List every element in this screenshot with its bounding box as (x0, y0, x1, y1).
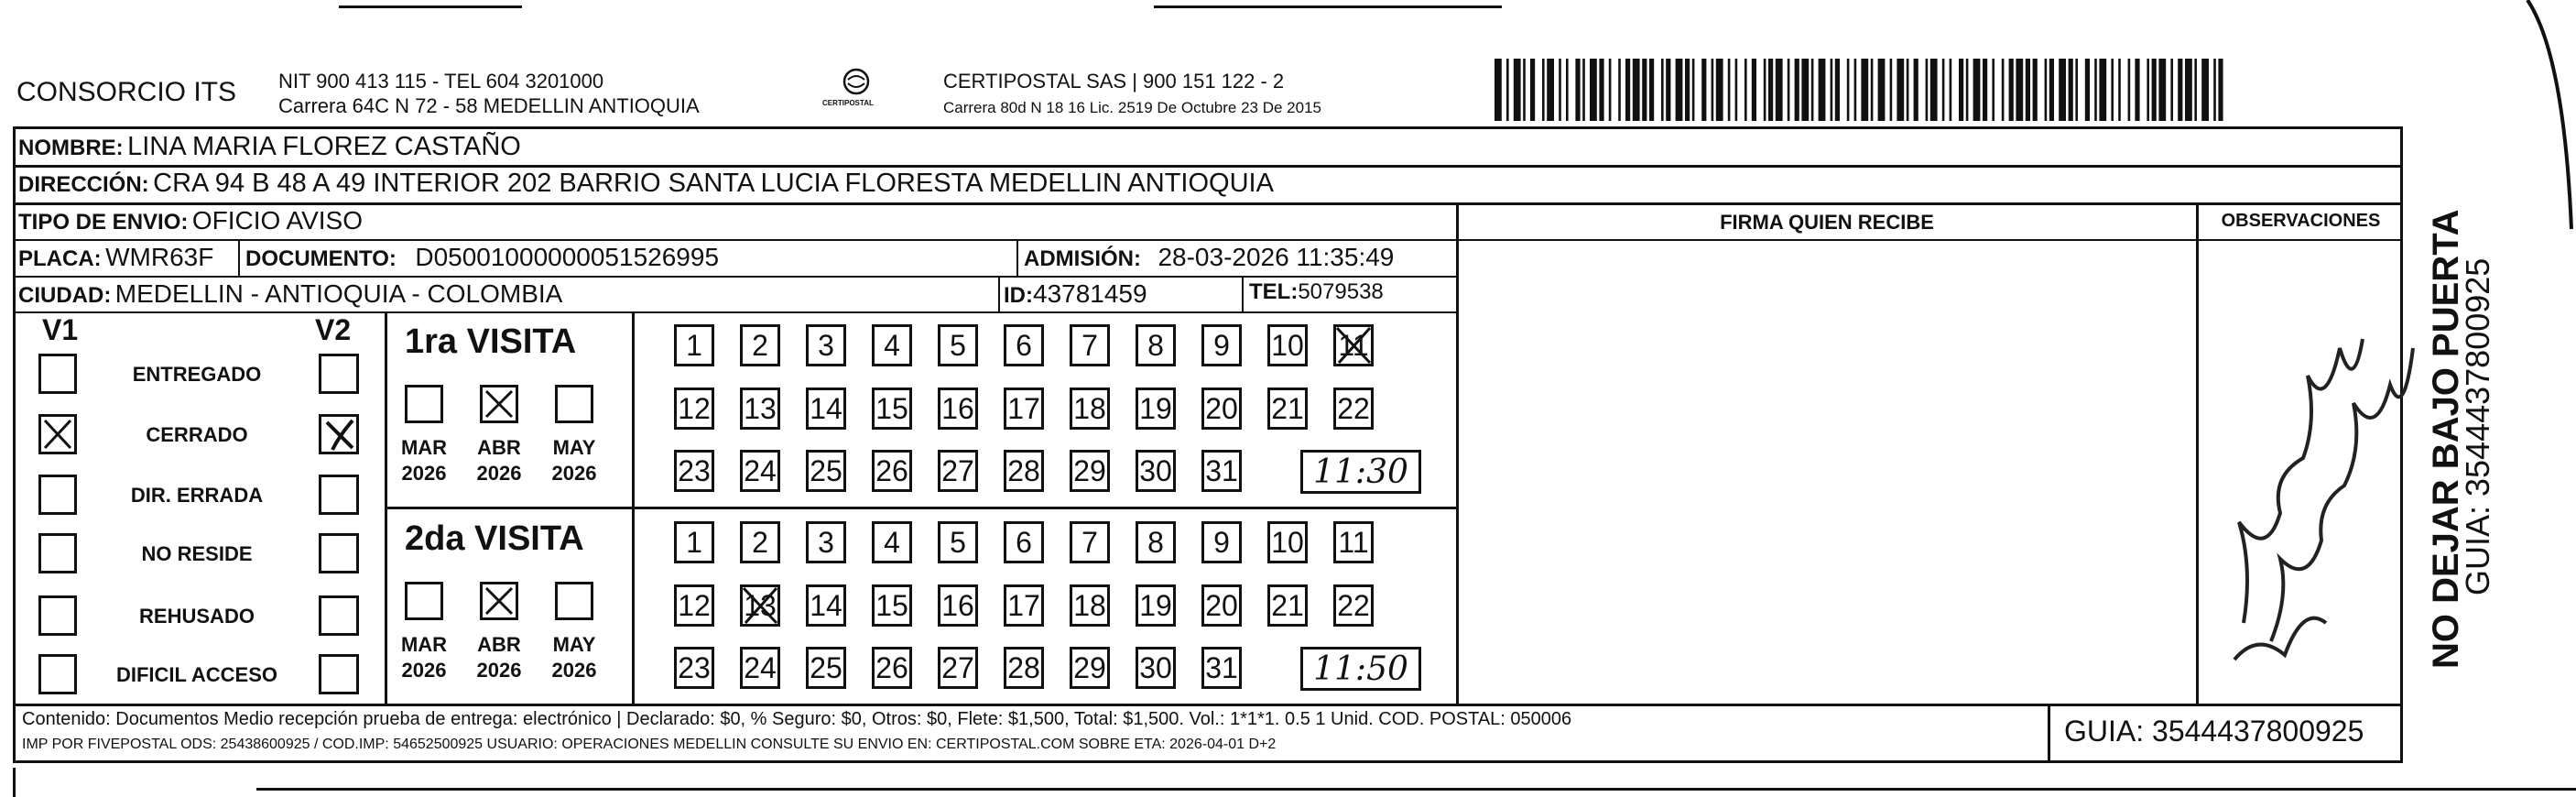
barcode-bar (1819, 59, 1826, 121)
day-box-4[interactable]: 4 (872, 324, 912, 366)
bottom-strip-tick (13, 768, 16, 797)
barcode-bar (2170, 59, 2173, 121)
visit-title-0: 1ra VISITA (405, 322, 577, 361)
barcode-bar (1801, 59, 1809, 121)
month-year-1-0: 2026 (401, 659, 447, 682)
ciudad-label: CIUDAD: (18, 283, 112, 308)
rule-1 (13, 165, 2403, 168)
barcode-bar (1871, 59, 1874, 121)
barcode-bar (1926, 59, 1929, 121)
documento-value: D05001000000051526995 (415, 243, 720, 271)
barcode-bar (1752, 59, 1756, 121)
day-box-11[interactable]: 11 (1333, 324, 1374, 366)
barcode-bar (1523, 59, 1526, 121)
status-label-1: CERRADO (146, 423, 248, 446)
day-box-31[interactable]: 31 (1201, 450, 1242, 492)
barcode-bar (1712, 59, 1714, 121)
barcode-bar (2049, 59, 2054, 121)
barcode-bar (2147, 59, 2149, 121)
day-box-22[interactable]: 22 (1333, 584, 1374, 627)
ciudad-value: MEDELLIN - ANTIOQUIA - COLOMBIA (114, 279, 563, 308)
day-box-16[interactable]: 16 (938, 584, 978, 627)
day-box-5[interactable]: 5 (938, 324, 978, 366)
day-box-27[interactable]: 27 (938, 647, 978, 689)
day-box-14[interactable]: 14 (806, 388, 846, 430)
vrule-placa (238, 239, 240, 276)
day-box-10[interactable]: 10 (1267, 324, 1308, 366)
visit-time-0[interactable]: 11:30 (1300, 450, 1421, 494)
check-mark-icon (321, 417, 356, 452)
month-year-0-2: 2026 (551, 462, 597, 485)
day-box-20[interactable]: 20 (1201, 584, 1242, 627)
id-row (1004, 279, 1147, 309)
nombre-row (18, 132, 521, 162)
carrier-name: CERTIPOSTAL SAS | 900 151 122 - 2 (943, 70, 1285, 93)
barcode-bar (1878, 59, 1886, 121)
day-box-2[interactable]: 2 (740, 324, 780, 366)
barcode-bar (2075, 59, 2078, 121)
barcode-bar (2094, 59, 2097, 121)
barcode-bar (1685, 59, 1690, 121)
day-box-18[interactable]: 18 (1070, 584, 1110, 627)
v2-checkbox-1[interactable] (319, 414, 359, 454)
status-label-0: ENTREGADO (132, 363, 262, 386)
day-box-31[interactable]: 31 (1201, 647, 1242, 689)
vrule-obs-left (2196, 202, 2199, 704)
day-box-20[interactable]: 20 (1201, 388, 1242, 430)
certipostal-logo (820, 66, 893, 116)
month-label-1-0: MAR (400, 633, 448, 656)
barcode-bar (2045, 59, 2048, 121)
barcode-bar (1992, 59, 1994, 121)
id-label: ID: (1004, 283, 1033, 308)
barcode-bar (1764, 59, 1766, 121)
barcode-bar (2158, 59, 2166, 121)
tipo-label: TIPO DE ENVIO: (18, 210, 189, 235)
day-box-24[interactable]: 24 (740, 450, 780, 492)
placa-label: PLACA: (18, 246, 102, 271)
top-rule-right (1154, 5, 1502, 8)
placa-value: WMR63F (105, 243, 214, 271)
month-label-1-1: ABR (477, 633, 521, 656)
day-box-12[interactable]: 12 (674, 388, 714, 430)
barcode-bar (1618, 59, 1621, 121)
top-rule-left (339, 5, 522, 8)
barcode-bar (2218, 59, 2223, 121)
barcode-bar (1728, 59, 1731, 121)
rule-sig-header (1458, 239, 2403, 241)
day-box-1[interactable]: 1 (674, 521, 714, 563)
barcode-bar (1788, 59, 1790, 121)
barcode-bar (1959, 59, 1963, 121)
v2-checkbox-3[interactable] (319, 533, 359, 573)
barcode-bar (2099, 59, 2106, 121)
day-box-29[interactable]: 29 (1070, 450, 1110, 492)
barcode-bar (1514, 59, 1521, 121)
rule-3 (13, 239, 1458, 241)
barcode-bar (1530, 59, 1535, 121)
barcode-bar (2085, 59, 2090, 121)
day-box-14[interactable]: 14 (806, 584, 846, 627)
v1-checkbox-2[interactable] (38, 475, 77, 515)
tipo-value: OFICIO AVISO (191, 206, 363, 235)
barcode-bar (2213, 59, 2216, 121)
barcode-bar (1776, 59, 1783, 121)
day-box-6[interactable]: 6 (1004, 521, 1044, 563)
barcode-bar (1575, 59, 1580, 121)
direccion-row (18, 169, 1274, 199)
company-address: Carrera 64C N 72 - 58 MEDELLIN ANTIOQUIA (278, 94, 700, 117)
day-box-30[interactable]: 30 (1136, 647, 1176, 689)
v2-checkbox-5[interactable] (319, 654, 359, 694)
barcode-bar (1495, 59, 1502, 121)
month-year-0-0: 2026 (401, 462, 447, 485)
side-text-guia: GUIA: 3544437800925 (2459, 257, 2496, 595)
barcode-bar (1582, 59, 1585, 121)
barcode-bar (1590, 59, 1597, 121)
barcode-bar (2135, 59, 2139, 121)
barcode-bar (1835, 59, 1840, 121)
day-box-21[interactable]: 21 (1267, 388, 1308, 430)
footer-guia: GUIA: 3544437800925 (2064, 715, 2364, 748)
barcode-bar (1914, 59, 1918, 121)
admision-value: 28-03-2026 11:35:49 (1158, 243, 1395, 271)
barcode-graphic (1495, 59, 2225, 121)
day-box-1[interactable]: 1 (674, 324, 714, 366)
day-box-19[interactable]: 19 (1136, 584, 1176, 627)
v1-checkbox-5[interactable] (38, 654, 77, 694)
barcode-bar (1831, 59, 1833, 121)
v2-checkbox-4[interactable] (319, 595, 359, 636)
barcode-bar (1966, 59, 1969, 121)
vrule-id (998, 276, 1000, 312)
logo-caption: CERTIPOSTAL (822, 99, 874, 107)
handwritten-signature (2216, 293, 2445, 660)
day-box-27[interactable]: 27 (938, 450, 978, 492)
day-box-3[interactable]: 3 (806, 521, 846, 563)
v1-checkbox-0[interactable] (38, 354, 77, 394)
barcode-bar (1506, 59, 1509, 121)
day-box-10[interactable]: 10 (1267, 521, 1308, 563)
barcode-bar (1735, 59, 1738, 121)
day-box-13[interactable]: 13 (740, 584, 780, 627)
documento-row (245, 243, 719, 272)
barcode-bar (2016, 59, 2023, 121)
rule-footer (13, 704, 2403, 706)
v1-checkbox-1[interactable] (38, 414, 77, 454)
barcode-bar (2069, 59, 2073, 121)
month-label-0-0: MAR (400, 436, 448, 459)
day-box-17[interactable]: 17 (1004, 388, 1044, 430)
barcode-bar (1897, 59, 1904, 121)
day-box-18[interactable]: 18 (1070, 388, 1110, 430)
barcode-bar (1745, 59, 1747, 121)
barcode-bar (1666, 59, 1670, 121)
v1-header: V1 (42, 313, 79, 346)
month-checkbox-abr-1[interactable] (480, 582, 518, 620)
documento-label: DOCUMENTO: (245, 246, 397, 271)
x-mark-icon (740, 584, 780, 627)
ciudad-row (18, 279, 562, 309)
v2-checkbox-0[interactable] (319, 354, 359, 394)
day-box-28[interactable]: 28 (1004, 450, 1044, 492)
observaciones-header: OBSERVACIONES (2221, 211, 2381, 231)
month-checkbox-abr-0[interactable] (480, 385, 518, 423)
barcode-bar (1930, 59, 1938, 121)
barcode-bar (1854, 59, 1857, 121)
barcode-bar (1676, 59, 1683, 121)
day-box-22[interactable]: 22 (1333, 388, 1374, 430)
day-box-11[interactable]: 11 (1333, 521, 1374, 563)
tel-row (1249, 279, 1384, 305)
rule-2 (13, 202, 2403, 205)
firma-header: FIRMA QUIEN RECIBE (1720, 211, 1934, 234)
status-label-3: NO RESIDE (141, 542, 253, 565)
day-box-8[interactable]: 8 (1136, 324, 1176, 366)
barcode-bar (1566, 59, 1569, 121)
vrule-admision (1016, 239, 1018, 276)
nombre-value: LINA MARIA FLOREZ CASTAÑO (127, 132, 521, 161)
month-checkbox-mar-0[interactable] (405, 385, 443, 423)
v1-checkbox-3[interactable] (38, 533, 77, 573)
barcode-bar (2033, 59, 2038, 121)
rule-visit-split (385, 507, 1458, 509)
visit-time-1[interactable]: 11:50 (1300, 647, 1421, 691)
barcode-bar (2002, 59, 2005, 121)
id-value: 43781459 (1033, 279, 1147, 308)
barcode (1495, 59, 2225, 121)
x-mark-icon (483, 584, 516, 617)
barcode-bar (2152, 59, 2157, 121)
tel-value: 5079538 (1298, 279, 1384, 304)
barcode-bar (1811, 59, 1814, 121)
admision-row (1024, 243, 1394, 272)
barcode-bar (2009, 59, 2014, 121)
day-box-13[interactable]: 13 (740, 388, 780, 430)
barcode-bar (1861, 59, 1868, 121)
day-box-7[interactable]: 7 (1070, 324, 1110, 366)
barcode-bar (2059, 59, 2066, 121)
day-box-9[interactable]: 9 (1201, 521, 1242, 563)
barcode-bar (1950, 59, 1952, 121)
footer-contenido: Contenido: Documentos Medio recepción prueba de entrega: electrónico | Declarado: $0, % Seguro: $0, Otros: $0, Flete: $1,500, Total: $1,500. Vol.: 1*1*1. 0.5 1 Unid. COD. POSTAL: 050006 (22, 709, 1572, 729)
direccion-label: DIRECCIÓN: (18, 172, 149, 197)
barcode-bar (1716, 59, 1723, 121)
direccion-value: CRA 94 B 48 A 49 INTERIOR 202 BARRIO SANTA LUCIA FLORESTA MEDELLIN ANTIOQUIA (153, 169, 1274, 198)
barcode-bar (1942, 59, 1945, 121)
placa-row (18, 243, 213, 272)
barcode-bar (2185, 59, 2192, 121)
month-year-1-2: 2026 (551, 659, 597, 682)
page-edge-curve (2527, 0, 2576, 275)
day-box-12[interactable]: 12 (674, 584, 714, 627)
day-box-26[interactable]: 26 (872, 450, 912, 492)
nombre-label: NOMBRE: (18, 136, 124, 160)
company-name: CONSORCIO ITS (16, 77, 237, 107)
barcode-bar (1625, 59, 1630, 121)
day-box-9[interactable]: 9 (1201, 324, 1242, 366)
barcode-bar (2178, 59, 2182, 121)
footer-imp: IMP POR FIVEPOSTAL ODS: 25438600925 / COD.IMP: 54652500925 USUARIO: OPERACIONES MEDELLIN CONSULTE SU ENVIO EN: CERTIPOSTAL.COM SOBRE ETA: 2026-04-01 D+2 (22, 737, 1277, 752)
month-checkbox-mar-1[interactable] (405, 582, 443, 620)
day-box-8[interactable]: 8 (1136, 521, 1176, 563)
status-label-4: REHUSADO (139, 605, 255, 628)
barcode-bar (1973, 59, 1981, 121)
day-box-29[interactable]: 29 (1070, 647, 1110, 689)
barcode-bar (1847, 59, 1850, 121)
x-mark-icon (41, 417, 74, 452)
day-box-4[interactable]: 4 (872, 521, 912, 563)
day-box-24[interactable]: 24 (740, 647, 780, 689)
day-box-7[interactable]: 7 (1070, 521, 1110, 563)
month-checkbox-may-0[interactable] (555, 385, 593, 423)
barcode-bar (1559, 59, 1561, 121)
bottom-strip-line (256, 788, 2576, 791)
month-year-0-1: 2026 (476, 462, 522, 485)
v2-header: V2 (315, 313, 352, 346)
barcode-bar (2026, 59, 2030, 121)
day-box-25[interactable]: 25 (806, 450, 846, 492)
month-checkbox-may-1[interactable] (555, 582, 593, 620)
v2-checkbox-2[interactable] (319, 475, 359, 515)
month-label-1-2: MAY (552, 633, 596, 656)
month-year-1-1: 2026 (476, 659, 522, 682)
barcode-bar (1542, 59, 1545, 121)
x-mark-icon (483, 388, 516, 420)
day-box-21[interactable]: 21 (1267, 584, 1308, 627)
barcode-bar (1983, 59, 1987, 121)
carrier-address: Carrera 80d N 18 16 Lic. 2519 De Octubre 23 De 2015 (943, 99, 1321, 116)
barcode-bar (1795, 59, 1799, 121)
day-box-3[interactable]: 3 (806, 324, 846, 366)
vrule-sig-left (1456, 202, 1459, 704)
barcode-bar (2201, 59, 2209, 121)
month-label-0-2: MAY (552, 436, 596, 459)
x-mark-icon (1333, 324, 1374, 366)
day-box-16[interactable]: 16 (938, 388, 978, 430)
v1-checkbox-4[interactable] (38, 595, 77, 636)
day-box-19[interactable]: 19 (1136, 388, 1176, 430)
barcode-bar (2194, 59, 2197, 121)
barcode-bar (1661, 59, 1664, 121)
day-box-23[interactable]: 23 (674, 450, 714, 492)
day-box-15[interactable]: 15 (872, 584, 912, 627)
barcode-bar (1599, 59, 1603, 121)
barcode-bar (1768, 59, 1773, 121)
day-box-15[interactable]: 15 (872, 388, 912, 430)
vrule-tel (1242, 276, 1244, 312)
tel-label: TEL: (1249, 279, 1299, 304)
visit-title-1: 2da VISITA (405, 519, 584, 558)
barcode-bar (1642, 59, 1647, 121)
day-box-30[interactable]: 30 (1136, 450, 1176, 492)
barcode-bar (2118, 59, 2121, 121)
day-box-25[interactable]: 25 (806, 647, 846, 689)
day-box-23[interactable]: 23 (674, 647, 714, 689)
barcode-bar (2111, 59, 2114, 121)
barcode-bar (1907, 59, 1909, 121)
day-box-5[interactable]: 5 (938, 521, 978, 563)
day-box-17[interactable]: 17 (1004, 584, 1044, 627)
admision-label: ADMISIÓN: (1024, 246, 1141, 271)
day-box-2[interactable]: 2 (740, 521, 780, 563)
day-box-6[interactable]: 6 (1004, 324, 1044, 366)
barcode-bar (1692, 59, 1695, 121)
day-box-26[interactable]: 26 (872, 647, 912, 689)
barcode-bar (1890, 59, 1893, 121)
vrule-guia-footer (2048, 704, 2050, 763)
status-label-2: DIR. ERRADA (130, 484, 264, 507)
day-box-28[interactable]: 28 (1004, 647, 1044, 689)
certipostal-logo-icon (820, 66, 893, 116)
barcode-bar (2128, 59, 2131, 121)
barcode-bar (1633, 59, 1640, 121)
barcode-bar (1547, 59, 1554, 121)
barcode-bar (1649, 59, 1654, 121)
barcode-bar (1701, 59, 1706, 121)
side-text-no-dejar: NO DEJAR BAJO PUERTA (2426, 209, 2466, 669)
barcode-bar (1609, 59, 1612, 121)
status-label-5: DIFICIL ACCESO (115, 663, 277, 686)
company-nit: NIT 900 413 115 - TEL 604 3201000 (278, 70, 604, 93)
tipo-row (18, 206, 363, 235)
month-label-0-1: ABR (477, 436, 521, 459)
